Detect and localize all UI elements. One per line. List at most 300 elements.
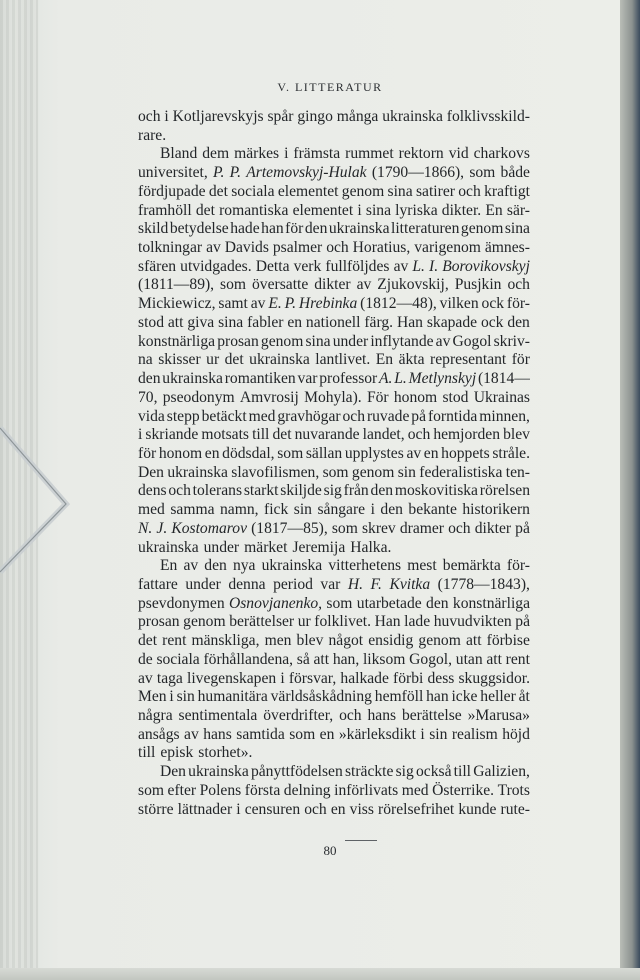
word: L. xyxy=(394,370,407,388)
word: sina xyxy=(365,201,391,219)
word: i xyxy=(370,501,375,519)
word: ukrainska xyxy=(162,370,223,388)
word: under xyxy=(185,575,221,593)
word: dikter xyxy=(314,276,351,294)
word: genom xyxy=(460,220,504,238)
word: och xyxy=(407,426,431,444)
word: En xyxy=(160,557,178,575)
word: och xyxy=(342,407,366,425)
word: stepp xyxy=(166,407,200,425)
word: sociala xyxy=(231,182,275,200)
word: A. xyxy=(379,370,393,388)
word: Pusjkin xyxy=(454,276,502,294)
word: och xyxy=(138,108,161,125)
word: En xyxy=(485,201,503,219)
word: första xyxy=(244,781,281,799)
word: i xyxy=(164,108,169,125)
word: till xyxy=(453,763,472,781)
text-line xyxy=(138,408,530,427)
word: av xyxy=(406,444,422,462)
word: genom xyxy=(260,332,304,350)
word: P. xyxy=(229,164,242,182)
word: lyriska xyxy=(395,201,438,219)
text-line xyxy=(138,127,530,146)
word: fördjupade xyxy=(138,182,206,200)
word: av xyxy=(138,669,153,687)
word: rörelsen xyxy=(479,482,530,500)
word: Kostomarov xyxy=(171,519,247,537)
word: en xyxy=(287,313,303,331)
word: försvar, xyxy=(288,669,337,687)
word: så xyxy=(296,650,310,668)
word: det xyxy=(224,351,244,369)
word: stråle. xyxy=(492,444,530,462)
word: Den xyxy=(138,463,164,481)
word: i xyxy=(236,800,241,818)
word: (1812—48), xyxy=(360,295,437,313)
word: som xyxy=(331,519,358,537)
text-line xyxy=(138,782,530,801)
word: motsats xyxy=(201,426,249,444)
word: ukrainska xyxy=(138,538,199,556)
text-line xyxy=(138,258,530,277)
word: införlivats xyxy=(334,781,399,799)
word: gingo xyxy=(297,108,333,125)
word: de xyxy=(138,650,153,668)
word: J. xyxy=(156,519,168,537)
word: rektorn xyxy=(398,145,444,163)
word: vilken xyxy=(439,295,479,313)
word: Kvitka xyxy=(389,575,431,593)
word: utarbetade xyxy=(356,594,422,612)
word: äkta xyxy=(398,351,425,369)
word: men xyxy=(264,632,292,650)
text-line xyxy=(138,539,530,558)
word: av xyxy=(184,725,199,743)
word: Halka. xyxy=(350,538,392,556)
word: tolerans xyxy=(192,482,243,500)
word: skriv- xyxy=(493,332,530,350)
word: för- xyxy=(506,557,530,575)
text-line xyxy=(138,557,530,576)
word: främsta xyxy=(293,145,341,163)
word: med xyxy=(248,407,276,425)
word: nationell xyxy=(305,313,361,331)
text-line xyxy=(138,595,530,614)
word: inflytande xyxy=(370,332,434,350)
word: Mickiewicz, xyxy=(138,295,216,313)
text-line xyxy=(138,464,530,483)
word: realism xyxy=(451,725,498,743)
word: »Marusa» xyxy=(467,707,530,724)
word: för xyxy=(138,444,157,462)
text-line xyxy=(138,351,530,370)
word: sin xyxy=(293,501,312,519)
word: färg. xyxy=(364,313,394,331)
word: skuggsidor. xyxy=(458,669,530,687)
word: moskovitiska xyxy=(394,482,478,500)
body-text xyxy=(138,108,530,819)
text-line xyxy=(138,239,530,258)
text-line xyxy=(138,576,530,595)
word: det xyxy=(272,426,292,444)
word: bemärkta xyxy=(442,557,501,575)
word: rummet xyxy=(345,145,394,163)
word: betäckt xyxy=(201,407,247,425)
word: censuren xyxy=(244,800,301,818)
word: Horatius, xyxy=(352,239,411,257)
word: det xyxy=(208,182,228,200)
word: Zjukovskij, xyxy=(377,276,449,294)
word: blev xyxy=(296,632,324,650)
word: sin xyxy=(176,688,195,706)
word: Galizien, xyxy=(473,763,530,781)
word: litteraturen xyxy=(391,220,460,238)
word: sig xyxy=(323,482,342,500)
word: Detta xyxy=(255,257,290,275)
word: (1790—1866), xyxy=(371,164,465,182)
word: (1817—85), xyxy=(251,519,328,537)
word: under xyxy=(203,538,240,556)
word: rent xyxy=(162,632,187,650)
word: elementet xyxy=(277,182,339,200)
word: skild xyxy=(138,220,169,238)
word: sär- xyxy=(506,201,530,219)
word: genom xyxy=(418,632,461,650)
word: Bland xyxy=(160,145,198,163)
word: berättelser xyxy=(229,613,295,631)
word: fattare xyxy=(138,575,178,593)
word: av xyxy=(356,276,372,294)
word: dödsdal, xyxy=(222,444,275,462)
page-edge-right xyxy=(620,0,640,980)
word: den xyxy=(370,482,394,500)
word: icke xyxy=(451,688,478,706)
word: 70, xyxy=(138,388,158,406)
word: förbise xyxy=(486,632,530,650)
word: betydelse xyxy=(169,220,229,238)
word: som xyxy=(220,276,247,294)
word: lade xyxy=(404,613,431,631)
word: världsåskådning xyxy=(270,688,372,706)
word: charkovs xyxy=(473,145,530,163)
word: Amvrosij xyxy=(239,388,299,406)
word: till xyxy=(252,426,270,444)
word: en xyxy=(204,444,220,462)
word: ukrainska xyxy=(167,463,228,481)
word: och xyxy=(339,707,362,724)
text-line xyxy=(138,688,530,707)
text-line xyxy=(138,295,530,314)
word: den xyxy=(380,501,403,519)
word: att xyxy=(465,632,482,650)
text-line xyxy=(138,726,530,745)
word: nya xyxy=(232,557,256,575)
text-line xyxy=(138,370,530,389)
word: av xyxy=(206,239,221,257)
word: psevdonymen xyxy=(138,594,225,612)
word: dess xyxy=(427,669,455,687)
word: dem xyxy=(202,145,230,163)
text-line xyxy=(138,707,530,726)
text-line xyxy=(138,445,530,464)
word: P. xyxy=(212,164,225,182)
word: För xyxy=(366,388,389,406)
running-header: V. LITTERATUR xyxy=(277,80,383,94)
word: E. xyxy=(268,295,282,313)
word: bekante xyxy=(408,501,457,519)
text-line xyxy=(138,183,530,202)
word: i xyxy=(284,145,289,163)
word: som xyxy=(326,594,353,612)
word: Osnovjanenko, xyxy=(228,594,323,612)
word: av xyxy=(393,257,409,275)
word: N. xyxy=(138,519,153,537)
word: några xyxy=(138,707,173,724)
text-line xyxy=(138,744,530,763)
word: varigenom xyxy=(414,239,481,257)
word: mest xyxy=(407,557,437,575)
word: i xyxy=(169,688,174,706)
word: med xyxy=(138,501,165,519)
word: sångare xyxy=(317,501,366,519)
word: på xyxy=(515,519,530,537)
text-line xyxy=(138,389,530,408)
word: den xyxy=(426,594,449,612)
word: Men xyxy=(138,688,167,706)
word: En xyxy=(375,351,394,369)
word: att xyxy=(313,650,330,668)
word: i xyxy=(138,426,143,444)
word: Davids xyxy=(224,239,269,257)
word: romantiska xyxy=(219,201,289,219)
word: var xyxy=(297,370,318,388)
word: na xyxy=(138,351,153,369)
word: lättnader xyxy=(177,800,233,818)
word: Gogol, xyxy=(409,650,453,668)
word: psalmer xyxy=(272,239,323,257)
word: »kärleksdikt xyxy=(338,725,416,743)
word: hans xyxy=(367,707,397,724)
word: för xyxy=(285,220,304,238)
word: giva xyxy=(187,313,215,331)
word: ten- xyxy=(505,463,530,481)
word: pånyttfödelsen xyxy=(250,763,343,781)
word: halkade xyxy=(340,669,389,687)
word: som xyxy=(138,781,164,799)
text-line xyxy=(138,426,530,445)
word: var xyxy=(320,575,341,593)
word: för- xyxy=(506,295,530,313)
word: fick xyxy=(264,501,289,519)
word: period xyxy=(273,575,313,593)
word: en xyxy=(423,444,439,462)
word: ruvade xyxy=(366,407,410,425)
word: den xyxy=(507,313,530,331)
word: honom xyxy=(393,388,438,406)
word: ensidig xyxy=(368,632,414,650)
word: samtida xyxy=(236,725,285,743)
word: stod xyxy=(138,313,164,331)
word: som xyxy=(277,444,304,462)
word: representant xyxy=(430,351,507,369)
word: och xyxy=(458,182,481,200)
word: ur xyxy=(206,351,220,369)
word: efter xyxy=(167,781,197,799)
word: prosan xyxy=(217,332,259,350)
word: det xyxy=(195,201,215,219)
word: den xyxy=(204,557,227,575)
word: H. xyxy=(347,575,364,593)
word: till xyxy=(138,744,156,762)
text-line xyxy=(138,333,530,352)
word: vid xyxy=(448,145,469,163)
word: och xyxy=(507,276,530,294)
word: framhöll xyxy=(138,201,192,219)
word: folklivet. xyxy=(314,613,372,631)
word: och xyxy=(168,482,191,500)
word: märket xyxy=(244,538,288,556)
word: Hrebinka xyxy=(298,295,358,313)
word: på xyxy=(411,407,427,425)
word: hemföll xyxy=(374,688,424,706)
word: verk xyxy=(293,257,322,275)
word: viss xyxy=(349,800,374,818)
word: ock xyxy=(480,313,504,331)
word: som xyxy=(289,725,316,743)
word: gravhögar xyxy=(277,407,341,425)
word: blev xyxy=(503,426,530,444)
word: ukrainska xyxy=(328,220,390,238)
word: Ukrainas xyxy=(473,388,530,406)
word: sällan xyxy=(305,444,343,462)
text-line xyxy=(138,763,530,782)
word: Den xyxy=(160,763,186,781)
word: F. xyxy=(370,575,382,593)
word: slavofilismen, xyxy=(231,463,320,481)
word: ukrainska xyxy=(188,763,249,781)
word: också xyxy=(415,763,452,781)
word: skisser xyxy=(158,351,201,369)
word: från xyxy=(343,482,369,500)
word: hade xyxy=(230,220,260,238)
word: han, xyxy=(332,650,360,668)
page xyxy=(40,0,620,980)
word: P. xyxy=(284,295,297,313)
word: I. xyxy=(429,257,439,275)
word: Jeremija xyxy=(292,538,346,556)
word: humanitära xyxy=(197,688,268,706)
word: pseodonym xyxy=(162,388,235,406)
word: i xyxy=(420,725,425,743)
word: sfären xyxy=(138,257,177,275)
word: av xyxy=(183,557,199,575)
word: skriande xyxy=(145,426,199,444)
word: sträckte xyxy=(344,763,394,781)
word: Metlynskyj xyxy=(408,370,477,388)
word: ukrainska xyxy=(249,351,310,369)
word: överdrifter, xyxy=(263,707,334,724)
word: genom xyxy=(341,182,385,200)
text-line xyxy=(138,670,530,689)
word: utvidgades. xyxy=(180,257,252,275)
word: lantlivet. xyxy=(315,351,371,369)
text-line xyxy=(138,220,530,239)
word: han xyxy=(261,220,284,238)
word: som xyxy=(469,164,496,182)
word: som xyxy=(322,463,349,481)
word: vitterhetens xyxy=(328,557,402,575)
word: (1778—1843), xyxy=(437,575,530,593)
word: hans xyxy=(203,725,232,743)
word: under xyxy=(332,332,369,350)
word: i xyxy=(280,669,285,687)
word: och xyxy=(448,519,471,537)
word: Mohyla). xyxy=(304,388,362,406)
text-line xyxy=(138,520,530,539)
word: minnen, xyxy=(479,407,530,425)
word: samma xyxy=(170,501,215,519)
word: sig xyxy=(395,763,414,781)
word: (1811—89), xyxy=(138,276,215,294)
word: kraftigt xyxy=(484,182,530,200)
text-line xyxy=(138,314,530,333)
text-line xyxy=(138,632,530,651)
word: Borovikovskyj xyxy=(442,257,530,275)
word: rent xyxy=(505,650,530,668)
page-number: 80 xyxy=(323,843,337,858)
word: huvudvikten xyxy=(433,613,512,631)
text-line xyxy=(138,801,530,820)
word: ukrainska xyxy=(261,557,323,575)
word: (1814— xyxy=(477,370,530,388)
word: liksom xyxy=(362,650,406,668)
word: sina xyxy=(305,332,331,350)
word: prosan xyxy=(138,613,180,631)
word: ansågs xyxy=(138,725,180,743)
word: storhet». xyxy=(198,744,253,762)
word: sina xyxy=(218,313,244,331)
word: professor xyxy=(319,370,378,388)
word: Han xyxy=(374,613,401,631)
word: ock xyxy=(481,295,505,313)
word: förhållandena, xyxy=(203,650,294,668)
text-line xyxy=(138,164,530,183)
word: av xyxy=(435,332,451,350)
word: genom xyxy=(351,463,395,481)
word: skrev xyxy=(361,519,396,537)
word: romantiken xyxy=(224,370,296,388)
word: federalistiska xyxy=(419,463,503,481)
word: den xyxy=(138,370,161,388)
word: tolkningar xyxy=(138,239,203,257)
word: episk xyxy=(160,744,194,762)
word: av xyxy=(250,295,266,313)
word: landet, xyxy=(362,426,405,444)
word: denna xyxy=(228,575,266,593)
word: spår xyxy=(267,108,294,125)
word: nuvarande xyxy=(294,426,360,444)
text-line xyxy=(138,108,530,127)
word: dramer xyxy=(399,519,444,537)
word: rute- xyxy=(500,800,530,818)
word: rare. xyxy=(138,126,167,144)
word: genom xyxy=(183,613,226,631)
word: och xyxy=(304,800,327,818)
word: upplystes xyxy=(344,444,404,462)
word: sentimentala xyxy=(178,707,258,724)
word: större xyxy=(138,800,174,818)
